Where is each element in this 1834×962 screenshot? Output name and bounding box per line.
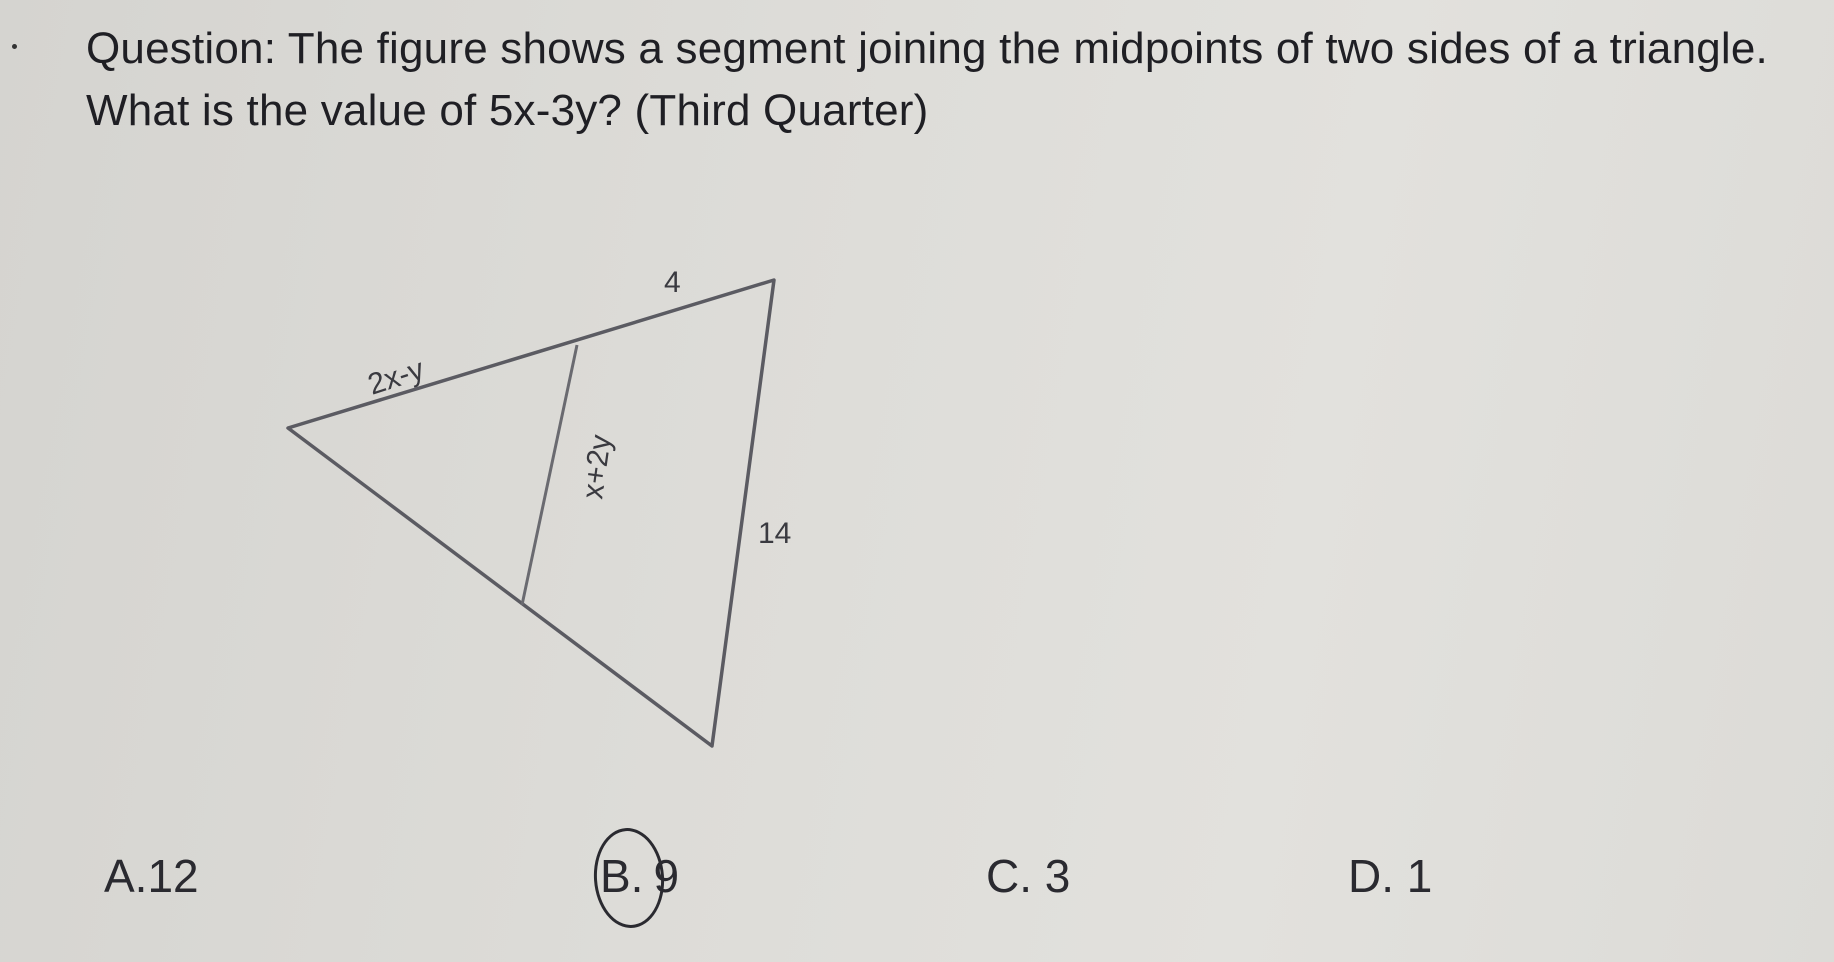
label-right-side: 14 <box>758 517 792 550</box>
choice-d: D. 1 <box>1348 850 1433 902</box>
triangle <box>288 280 774 746</box>
label-left-side: 2x-y <box>363 352 429 402</box>
choice-c: C. 3 <box>986 850 1071 902</box>
label-top: 4 <box>664 266 681 299</box>
question-text: Question: The figure shows a segment joining the midpoints of two sides of a triangle. What is the value of 5x-3y? (Third Quarter) <box>86 24 1768 135</box>
choice-b <box>600 848 679 904</box>
choice-a: A.12 <box>104 850 199 902</box>
midsegment <box>522 345 577 605</box>
choice-b-value: 9 <box>653 850 680 902</box>
choice-b-letter: B. <box>600 850 644 902</box>
label-segment: x+2y <box>576 432 618 501</box>
